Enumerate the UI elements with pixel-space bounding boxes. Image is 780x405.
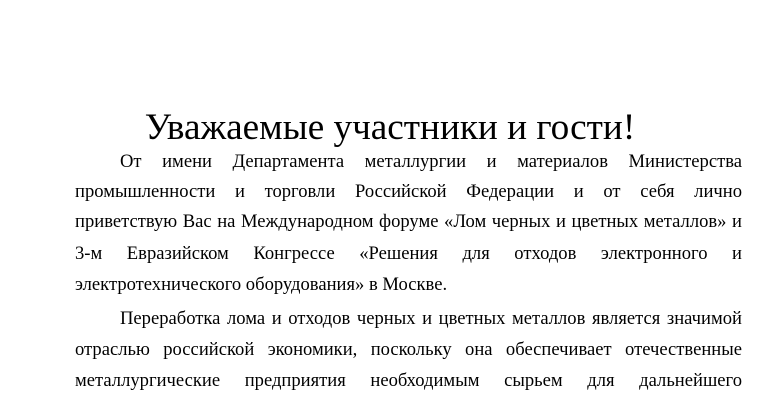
paragraph-2-line-3: металлургические предприятия необходимым сырьем для дальнейшего [75, 370, 742, 391]
paragraph-1-line-1: От имени Департамента металлургии и материалов Министерства [120, 151, 742, 172]
paragraph-1-line-3: приветствую Вас на Международном форуме «Лом черных и цветных металлов» и [75, 211, 742, 232]
paragraph-1-line-4: 3-м Евразийском Конгрессе «Решения для отходов электронного и [75, 243, 742, 264]
greeting-heading: Уважаемые участники и гости! [144, 107, 636, 148]
paragraph-2-line-1: Переработка лома и отходов черных и цветных металлов является значимой [120, 308, 742, 329]
paragraph-1-line-5: электротехнического оборудования» в Москве. [75, 274, 448, 295]
paragraph-1-line-2: промышленности и торговли Российской Федерации и от себя лично [75, 181, 742, 202]
paragraph-2-line-2: отраслью российской экономики, поскольку она обеспечивает отечественные [75, 339, 742, 360]
